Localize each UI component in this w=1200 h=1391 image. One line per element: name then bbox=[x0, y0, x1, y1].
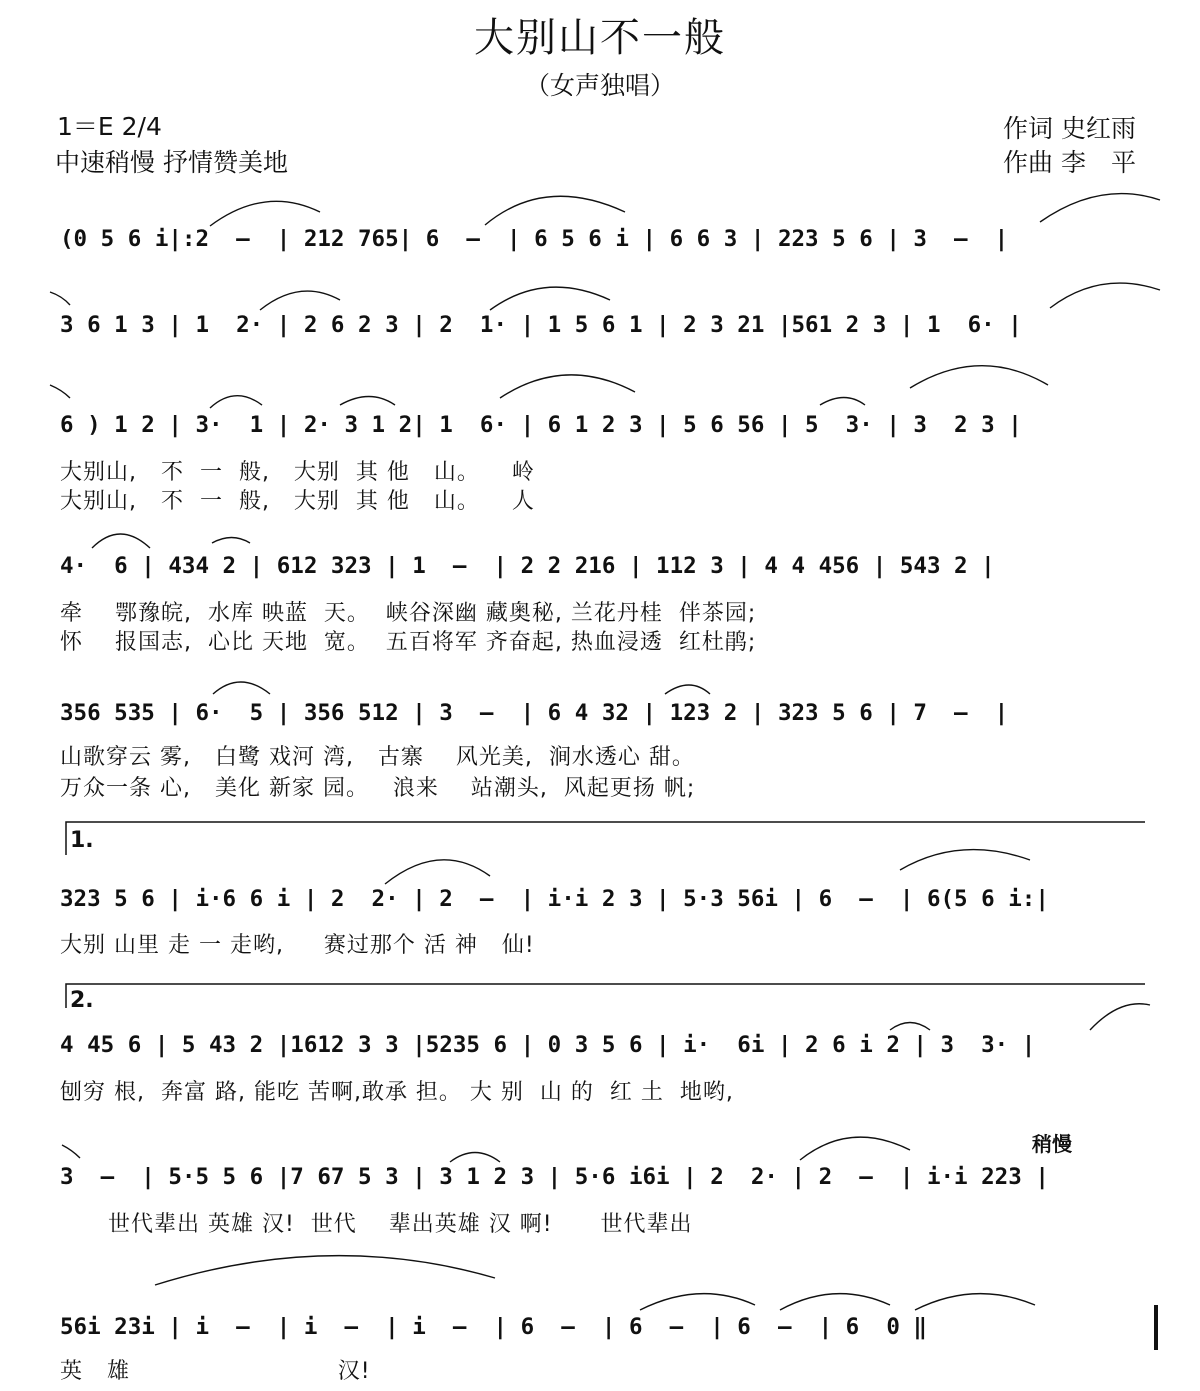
slur bbox=[485, 196, 625, 225]
score-line-7-lyrics: 刨穷 根, 奔富 路, 能吃 苦啊,敢承 担。 大 别 山 的 红 土 地哟, bbox=[60, 1080, 734, 1105]
score-line-5-lyrics-verse-2: 万众一条 心, 美化 新家 园。 浪来 站潮头, 风起更扬 帆; bbox=[60, 776, 696, 801]
composer-credit: 作曲 李 平 bbox=[1003, 148, 1136, 177]
score-line-6-lyrics: 大别 山里 走 一 走哟, 赛过那个 活 神 仙! bbox=[60, 933, 535, 958]
score-line-4-lyrics-verse-2: 怀 报国志, 心比 天地 宽。 五百将军 齐奋起, 热血浸透 红杜鹃; bbox=[60, 630, 757, 655]
slur bbox=[450, 1153, 500, 1163]
slur bbox=[1040, 194, 1160, 222]
score-line-4-notes: 4· 6 | 434 2 | 612 323 | 1 — | 2 2 216 | 112 3 | 4 4 456 | 543 2 | bbox=[60, 553, 995, 579]
score-line-9-notes: 56i 23i | i — | i — | i — | 6 — | 6 — | 6 — | 6 0 ‖ bbox=[60, 1314, 927, 1340]
volta-2-label: 2. bbox=[70, 988, 94, 1013]
slur bbox=[500, 375, 635, 398]
slur bbox=[212, 538, 250, 544]
score-line-4-lyrics-verse-1: 牵 鄂豫皖, 水库 映蓝 天。 峡谷深幽 藏奥秘, 兰花丹桂 伴茶园; bbox=[60, 601, 757, 626]
slur bbox=[890, 1023, 930, 1031]
tempo-marking: 中速稍慢 抒情赞美地 bbox=[55, 148, 288, 177]
slur bbox=[62, 1145, 80, 1158]
slur bbox=[800, 1137, 910, 1160]
score-line-8-notes: 3 — | 5·5 5 6 |7 67 5 3 | 3 1 2 3 | 5·6 i6i | 2 2· | 2 — | i·i 223 | bbox=[60, 1164, 1049, 1190]
slur bbox=[665, 685, 710, 694]
score-line-3-notes: 6 ) 1 2 | 3· 1 | 2· 3 1 2| 1 6· | 6 1 2 3 | 5 6 56 | 5 3· | 3 2 3 | bbox=[60, 412, 1022, 438]
slur bbox=[915, 1294, 1035, 1310]
slur bbox=[1090, 1004, 1150, 1030]
slur bbox=[385, 860, 490, 884]
volta-1-label: 1. bbox=[70, 828, 94, 853]
slur bbox=[92, 534, 150, 548]
slur bbox=[50, 292, 70, 305]
slur bbox=[260, 291, 340, 310]
score-line-5-notes: 356 535 | 6· 5 | 356 512 | 3 — | 6 4 32 | 123 2 | 323 5 6 | 7 — | bbox=[60, 700, 1009, 726]
slur bbox=[900, 850, 1030, 870]
score-line-7-notes: 4 45 6 | 5 43 2 |1612 3 3 |5235 6 | 0 3 5 6 | i· 6i | 2 6 i 2 | 3 3· | bbox=[60, 1032, 1036, 1058]
score-line-3-lyrics-verse-1: 大别山, 不 一 般, 大别 其 他 山。 岭 bbox=[60, 460, 535, 485]
score-line-3-lyrics-verse-2: 大别山, 不 一 般, 大别 其 他 山。 人 bbox=[60, 489, 535, 514]
score-line-8-lyrics: 世代辈出 英雄 汉! 世代 辈出英雄 汉 啊! 世代辈出 bbox=[60, 1212, 693, 1237]
score-line-1-notes: (0 5 6 i|:2 — | 212 765| 6 — | 6 5 6 i | 6 6 3 | 223 5 6 | 3 — | bbox=[60, 226, 1009, 252]
score-line-9-lyrics: 英 雄 汉! bbox=[60, 1359, 371, 1384]
slur bbox=[820, 398, 865, 406]
score-line-5-lyrics-verse-1: 山歌穿云 雾, 白鹭 戏河 湾, 古寨 风光美, 涧水透心 甜。 bbox=[60, 745, 695, 770]
score-line-6-notes: 323 5 6 | i·6 6 i | 2 2· | 2 — | i·i 2 3 | 5·3 56i | 6 — | 6(5 6 i:| bbox=[60, 886, 1049, 912]
slur bbox=[910, 366, 1048, 388]
key-time-signature: 1＝E 2/4 bbox=[57, 112, 162, 141]
slur bbox=[640, 1294, 755, 1310]
slur bbox=[155, 1256, 495, 1285]
slur bbox=[213, 682, 270, 694]
slur bbox=[1050, 283, 1160, 308]
song-subtitle: （女声独唱） bbox=[524, 71, 675, 100]
slur bbox=[490, 287, 610, 310]
song-title: 大别山不一般 bbox=[474, 15, 726, 61]
volta-1-bracket bbox=[66, 822, 1145, 855]
slur bbox=[50, 385, 70, 398]
slur bbox=[780, 1294, 890, 1310]
slur bbox=[340, 397, 395, 406]
lyricist-credit: 作词 史红雨 bbox=[1003, 114, 1136, 143]
volta-2-bracket bbox=[66, 984, 1145, 1008]
slur bbox=[210, 201, 320, 226]
tempo-slower-marking: 稍慢 bbox=[1032, 1132, 1072, 1156]
score-line-2-notes: 3 6 1 3 | 1 2· | 2 6 2 3 | 2 1· | 1 5 6 1 | 2 3 21 |561 2 3 | 1 6· | bbox=[60, 312, 1022, 338]
slur bbox=[210, 396, 262, 408]
